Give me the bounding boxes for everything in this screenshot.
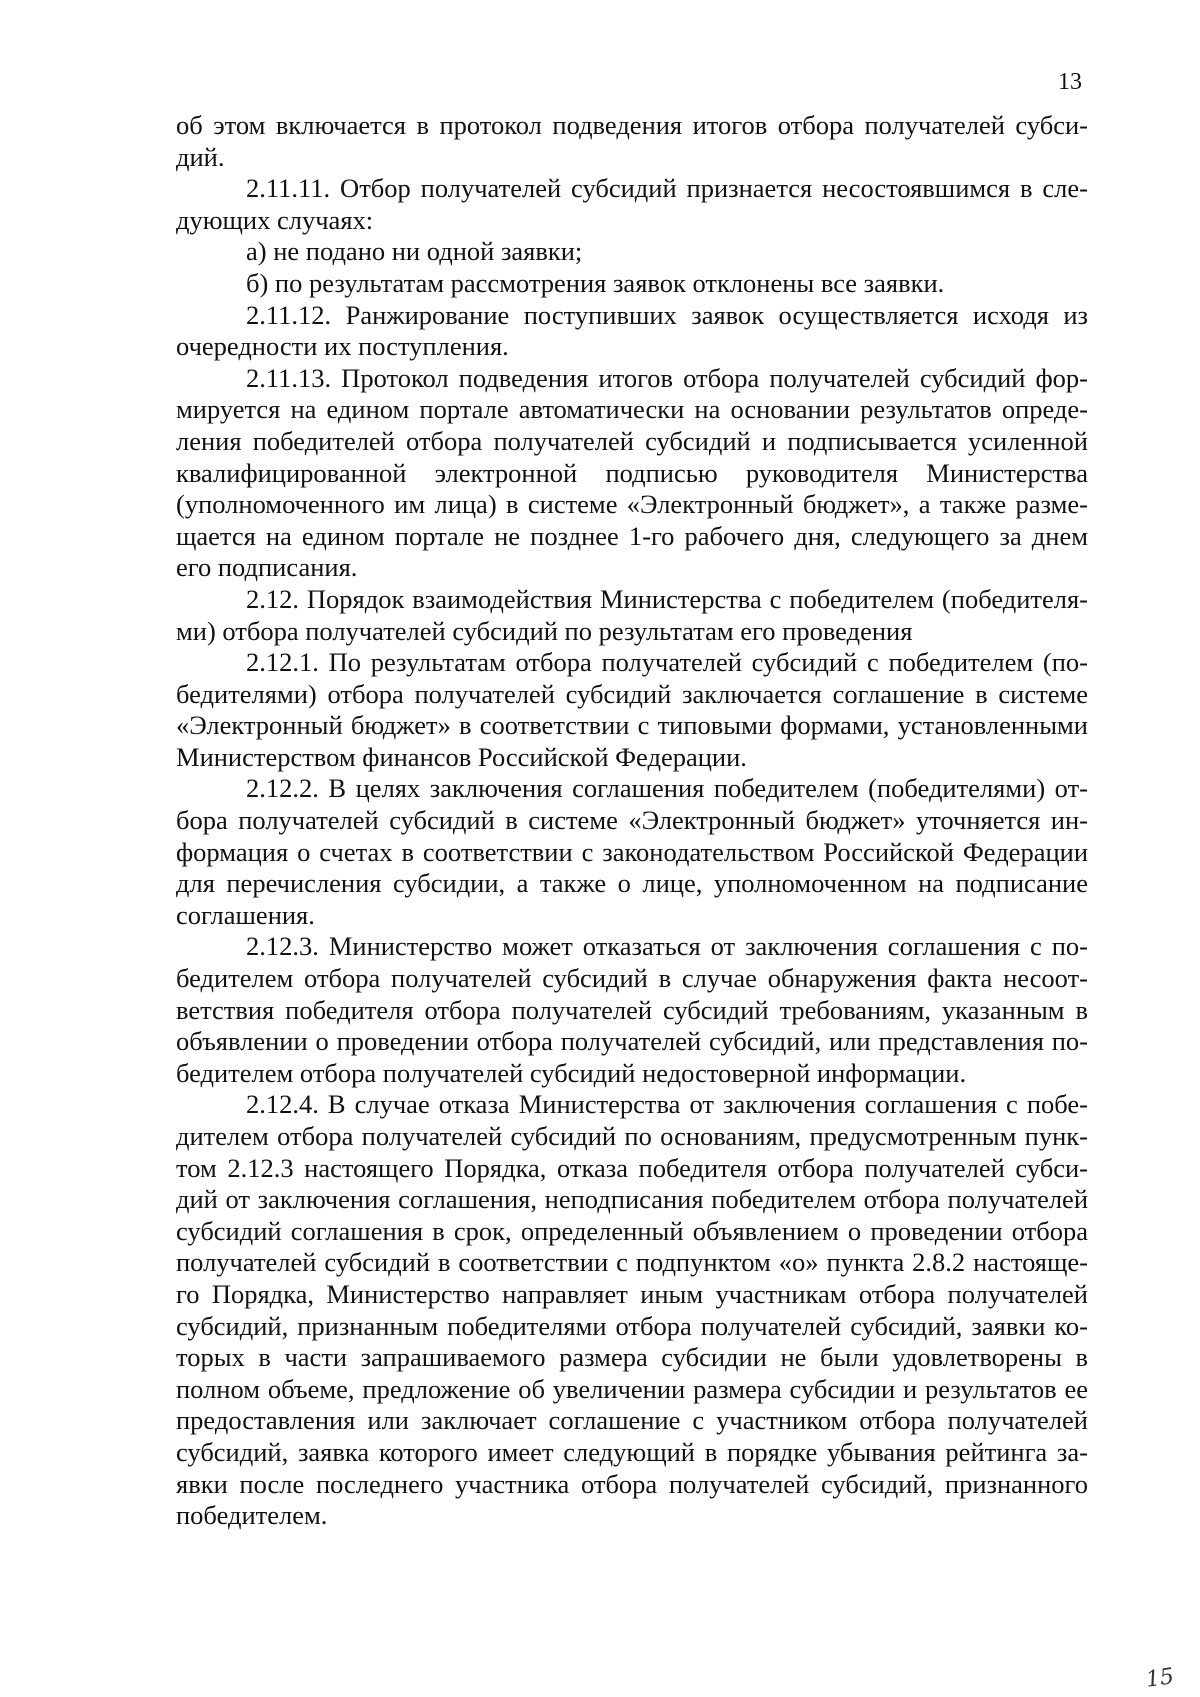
paragraph-2-12-2: 2.12.2. В целях заключения соглашения победителем (победителями) отбора получателей субсидий в системе «Электронный бюджет» уточняется информация о счетах в соответствии с законодательством Российской Федерации для перечисления субсидии, а также о лице, уполномоченном на подписание соглашения. [176,773,1088,930]
paragraph-2-12-1: 2.12.1. По результатам отбора получателей субсидий с победителем (победителями) отбора получателей субсидий заключается соглашение в системе «Электронный бюджет» в соответствии с типовыми формами, установленными Министерством финансов Российской Федерации. [176,647,1088,772]
paragraph-2-11-13: 2.11.13. Протокол подведения итогов отбора получателей субсидий формируется на едином портале автоматически на основании результатов определения победителей отбора получателей субсидий и подписывается усиленной квалифицированной электронной подписью руководителя Министерства (уполномоченного им лица) в системе «Электронный бюджет», а также размещается на едином портале не позднее 1-го рабочего дня, следующего за днем его подписания. [176,362,1088,583]
list-item-a: а) не подано ни одной заявки; [246,236,583,267]
document-body [176,110,1088,1532]
paragraph-2-12-4: 2.12.4. В случае отказа Министерства от заключения соглашения с победителем отбора получателей субсидий по основаниям, предусмотренным пунктом 2.12.3 настоящего Порядка, отказа победителя отбора получателей субсидий от заключения соглашения, неподписания победителем отбора получателей субсидий соглашения в срок, определенный объявлением о проведении отбора получателей субсидий в соответствии с подпунктом «о» пункта 2.8.2 настоящего Порядка, Министерство направляет иным участникам отбора получателей субсидий, признанным победителями отбора получателей субсидий, заявки которых в части запрашиваемого размера субсидии не были удовлетворены в полном объеме, предложение об увеличении размера субсидии и результатов ее предоставления или заключает соглашение с участником отбора получателей субсидий, заявка которого имеет следующий в порядке убывания рейтинга заявки после последнего участника отбора получателей субсидий, признанного победителем. [176,1089,1088,1531]
page-number: 13 [1058,69,1082,95]
list-item-b: б) по результатам рассмотрения заявок отклонены все заявки. [246,267,945,298]
paragraph-2-11-11: 2.11.11. Отбор получателей субсидий признается несостоявшимся в следующих случаях: [176,173,1088,235]
paragraph-continuation: об этом включается в протокол подведения итогов отбора получателей субсидий. [176,110,1088,172]
handwritten-page-mark: 15 [1144,1664,1176,1693]
paragraph-2-11-12: 2.11.12. Ранжирование поступивших заявок осуществляется исходя из очередности их поступления. [176,299,1088,362]
section-heading-2-12: 2.12. Порядок взаимодействия Министерства с победителем (победителями) отбора получателей субсидий по результатам его проведения [176,583,1088,646]
paragraph-2-12-3: 2.12.3. Министерство может отказаться от заключения соглашения с победителем отбора получателей субсидий в случае обнаружения факта несоответствия победителя отбора получателей субсидий требованиям, указанным в объявлении о проведении отбора получателей субсидий, или представления победителем отбора получателей субсидий недостоверной информации. [176,931,1088,1088]
